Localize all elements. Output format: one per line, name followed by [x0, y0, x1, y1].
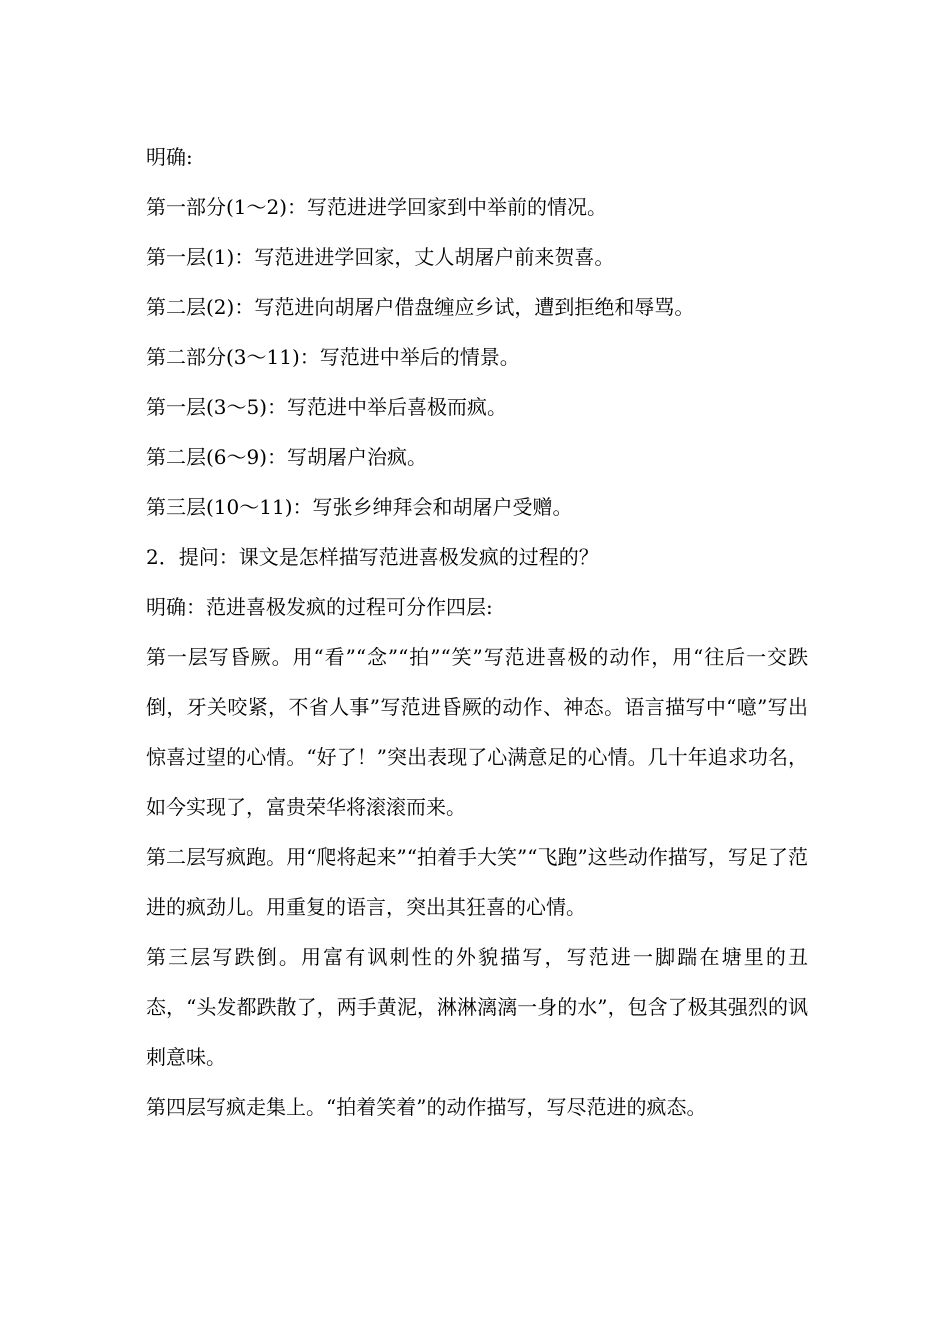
- paragraph-part-two: 第二部分(3～11)：写范进中举后的情景。: [146, 345, 520, 369]
- paragraph-part-two-layer-one: 第一层(3～5)：写范进中举后喜极而疯。: [146, 395, 508, 419]
- paragraph-part-one-layer-one: 第一层(1)：写范进进学回家，丈人胡屠户前来贺喜。: [146, 245, 615, 269]
- paragraph-layer-two-run: 第二层写疯跑。用“爬将起来”“拍着手大笑”“飞跑”这些动作描写，写足了范进的疯劲儿。用重复的语言，突出其狂喜的心情。: [146, 845, 808, 919]
- paragraph-part-one: 第一部分(1～2)：写范进进学回家到中举前的情况。: [146, 195, 608, 219]
- paragraph-layer-four-market: 第四层写疯走集上。“拍着笑着”的动作描写，写尽范进的疯态。: [146, 1095, 707, 1119]
- document-body: [146, 132, 808, 1132]
- paragraph-part-two-layer-three: 第三层(10～11)：写张乡绅拜会和胡屠户受赠。: [146, 495, 573, 519]
- paragraph-layer-three-fall: 第三层写跌倒。用富有讽刺性的外貌描写，写范进一脚踹在塘里的丑态，“头发都跌散了，两手黄泥，淋淋漓漓一身的水”，包含了极其强烈的讽刺意味。: [146, 945, 808, 1069]
- paragraph-answer-intro: 明确：范进喜极发疯的过程可分作四层:: [146, 595, 493, 619]
- paragraph-mingque: 明确:: [146, 145, 193, 169]
- paragraph-part-two-layer-two: 第二层(6～9)：写胡屠户治疯。: [146, 445, 428, 469]
- paragraph-layer-one-faint: 第一层写昏厥。用“看”“念”“拍”“笑”写范进喜极的动作，用“往后一交跌倒，牙关咬紧，不省人事”写范进昏厥的动作、神态。语言描写中“噫”写出惊喜过望的心情。“好了！”突出表现了心满意足的心情。几十年追求功名，如今实现了，富贵荣华将滚滚而来。: [146, 645, 808, 819]
- paragraph-question-two: 2．提问：课文是怎样描写范进喜极发疯的过程的？: [146, 545, 599, 569]
- paragraph-part-one-layer-two: 第二层(2)：写范进向胡屠户借盘缠应乡试，遭到拒绝和辱骂。: [146, 295, 695, 319]
